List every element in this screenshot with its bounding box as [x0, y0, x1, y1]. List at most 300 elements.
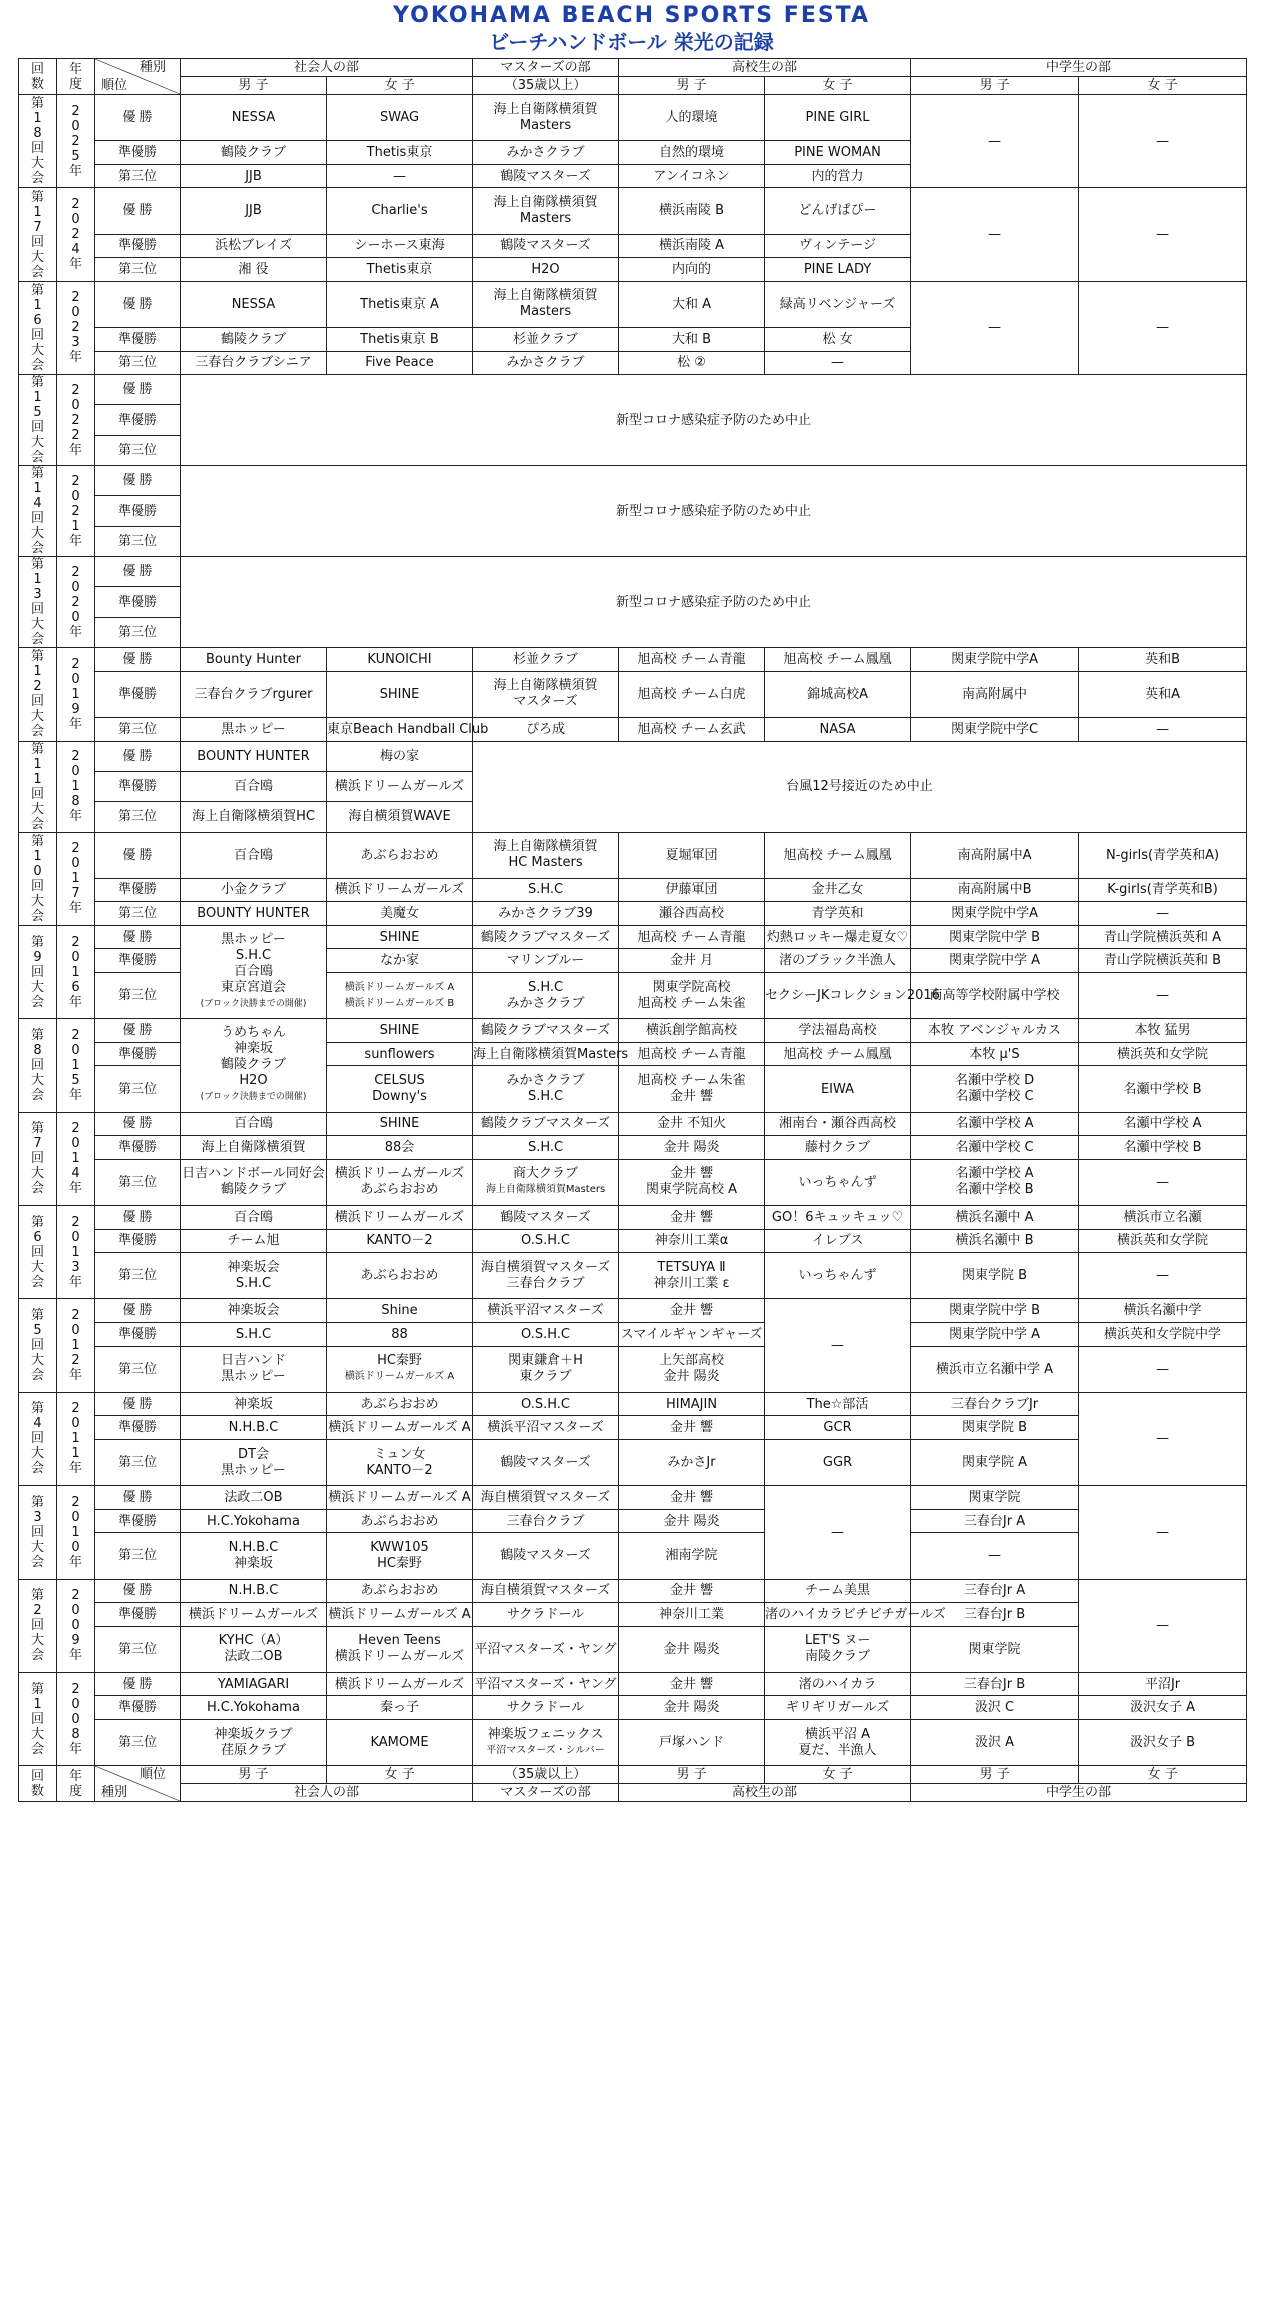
rank-cell: 第三位	[95, 1626, 181, 1672]
edition-cell: 第 2 回 大 会	[19, 1579, 57, 1672]
rank-cell: 優 勝	[95, 1206, 181, 1230]
edition-cell: 第 5 回 大 会	[19, 1299, 57, 1392]
result-cell: 東京Beach Handball Club	[327, 717, 473, 741]
rank-cell: 準優勝	[95, 878, 181, 902]
result-cell: —	[911, 281, 1079, 374]
rank-cell: 準優勝	[95, 1229, 181, 1253]
result-cell: O.S.H.C	[473, 1322, 619, 1346]
result-cell: セクシーJKコレクション2016	[765, 973, 911, 1019]
result-cell: 横浜市立名瀬	[1079, 1206, 1247, 1230]
year-cell: 2 0 1 9 年	[57, 648, 95, 741]
table-row	[19, 375, 1247, 405]
result-cell: KANTO－2	[327, 1229, 473, 1253]
result-cell: PINE GIRL	[765, 95, 911, 141]
result-cell: Five Peace	[327, 351, 473, 375]
table-row	[19, 717, 1247, 741]
rank-cell: 第三位	[95, 351, 181, 375]
table-row	[19, 832, 1247, 878]
result-cell: 渚のブラック半漁人	[765, 949, 911, 973]
result-cell: 神楽坂	[181, 1392, 327, 1416]
result-cell: 本牧 μ'S	[911, 1042, 1079, 1066]
rank-cell: 第三位	[95, 617, 181, 647]
table-row	[19, 1229, 1247, 1253]
result-cell: 横浜創学館高校	[619, 1019, 765, 1043]
rank-cell: 優 勝	[95, 1486, 181, 1510]
result-cell: 内向的	[619, 258, 765, 282]
table-row	[19, 1439, 1247, 1485]
header-sub: 男 子	[911, 1766, 1079, 1784]
header-sub: 男 子	[181, 1766, 327, 1784]
table-row	[19, 1626, 1247, 1672]
table-row	[19, 1603, 1247, 1627]
result-cell: 百合鴎	[181, 1206, 327, 1230]
result-cell: —	[1079, 1346, 1247, 1392]
header-row	[19, 77, 1247, 95]
header-shubetsu-juni	[95, 1766, 181, 1802]
result-cell: 関東学院中学 B	[911, 1299, 1079, 1323]
result-cell: CELSUS Downy's	[327, 1066, 473, 1112]
result-cell: —	[765, 351, 911, 375]
header-group: 中学生の部	[911, 59, 1247, 77]
rank-cell: 優 勝	[95, 557, 181, 587]
rank-cell: 第三位	[95, 1066, 181, 1112]
cancel-notice: 新型コロナ感染症予防のため中止	[181, 557, 1247, 648]
result-cell: 関東学院 B	[911, 1416, 1079, 1440]
result-cell: 海上自衛隊横須賀 Masters	[473, 188, 619, 234]
result-cell: 横浜ドリームガールズ A	[327, 1416, 473, 1440]
result-cell: 海上自衛隊横須賀HC	[181, 802, 327, 832]
result-cell: 鶴陵クラブマスターズ	[473, 1019, 619, 1043]
result-cell: みかさクラブ	[473, 351, 619, 375]
result-cell: 関東学院高校 旭高校 チーム朱雀	[619, 973, 765, 1019]
result-cell: 横浜平沼マスターズ	[473, 1299, 619, 1323]
result-cell: SHINE	[327, 1112, 473, 1136]
header-sub: （35歳以上）	[473, 77, 619, 95]
year-cell: 2 0 2 2 年	[57, 375, 95, 466]
result-cell: NASA	[765, 717, 911, 741]
table-row	[19, 648, 1247, 672]
header-group: マスターズの部	[473, 1784, 619, 1802]
result-cell: 汲沢 C	[911, 1696, 1079, 1720]
edition-cell: 第 1 1 回 大 会	[19, 741, 57, 832]
result-cell: —	[765, 1299, 911, 1392]
result-cell: イレブス	[765, 1229, 911, 1253]
result-cell: 名瀬中学校 B	[1079, 1136, 1247, 1160]
header-row	[19, 1784, 1247, 1802]
result-cell: 日吉ハンド 黒ホッピー	[181, 1346, 327, 1392]
result-cell: 平沼Jr	[1079, 1672, 1247, 1696]
header-sub: 女 子	[765, 77, 911, 95]
result-cell: 横浜ドリームガールズ	[327, 1206, 473, 1230]
result-cell: KWW105 HC秦野	[327, 1533, 473, 1579]
result-cell: HC秦野 横浜ドリームガールズ A	[327, 1346, 473, 1392]
result-cell: O.S.H.C	[473, 1229, 619, 1253]
year-cell: 2 0 1 8 年	[57, 741, 95, 832]
rank-cell: 準優勝	[95, 771, 181, 801]
rank-cell: 優 勝	[95, 95, 181, 141]
result-cell: 汲沢 A	[911, 1720, 1079, 1766]
header-group: 高校生の部	[619, 1784, 911, 1802]
header-sub: 女 子	[765, 1766, 911, 1784]
table-row	[19, 1579, 1247, 1603]
edition-cell: 第 6 回 大 会	[19, 1206, 57, 1299]
result-cell: —	[1079, 95, 1247, 188]
result-cell: 金井 響	[619, 1299, 765, 1323]
result-cell: 横浜ドリームガールズ	[327, 771, 473, 801]
result-cell: みかさJr	[619, 1439, 765, 1485]
table-row	[19, 281, 1247, 327]
result-cell: 名瀬中学校 D 名瀬中学校 C	[911, 1066, 1079, 1112]
records-table	[18, 58, 1247, 1802]
result-cell: チーム旭	[181, 1229, 327, 1253]
result-cell: 湘南学院	[619, 1533, 765, 1579]
result-cell: 商大クラブ 海上自衛隊横須賀Masters	[473, 1159, 619, 1205]
result-cell: ヴィンテージ	[765, 234, 911, 258]
year-cell: 2 0 2 1 年	[57, 466, 95, 557]
table-row	[19, 671, 1247, 717]
table-row	[19, 1019, 1247, 1043]
result-cell: 横浜英和女学院中学	[1079, 1322, 1247, 1346]
table-row	[19, 1672, 1247, 1696]
result-cell: 松 女	[765, 327, 911, 351]
table-row	[19, 1509, 1247, 1533]
result-cell: H.C.Yokohama	[181, 1696, 327, 1720]
result-cell: 南高附属中A	[911, 832, 1079, 878]
page-title: YOKOHAMA BEACH SPORTS FESTA	[392, 3, 871, 28]
result-cell: 小金クラブ	[181, 878, 327, 902]
result-cell: 金井 陽炎	[619, 1509, 765, 1533]
result-cell: YAMIAGARI	[181, 1672, 327, 1696]
result-cell: 旭高校 チーム鳳凰	[765, 648, 911, 672]
result-cell: 瀬谷西高校	[619, 902, 765, 926]
result-cell: いっちゃんず	[765, 1159, 911, 1205]
rank-cell: 第三位	[95, 973, 181, 1019]
result-cell: 松 ②	[619, 351, 765, 375]
result-cell: —	[1079, 281, 1247, 374]
result-cell: 夏堀軍団	[619, 832, 765, 878]
rank-cell: 優 勝	[95, 1299, 181, 1323]
header-sub: （35歳以上）	[473, 1766, 619, 1784]
result-cell: 金井 響	[619, 1206, 765, 1230]
result-cell: 灼熱ロッキー爆走夏女♡	[765, 925, 911, 949]
page-subtitle: ビーチハンドボール 栄光の記録	[489, 30, 774, 54]
result-cell: S.H.C	[181, 1322, 327, 1346]
result-cell: 関東学院中学A	[911, 902, 1079, 926]
result-cell: 三春台Jr A	[911, 1509, 1079, 1533]
result-cell: 鶴陵クラブマスターズ	[473, 925, 619, 949]
table-row	[19, 1159, 1247, 1205]
result-cell: 横浜ドリームガールズ	[181, 1603, 327, 1627]
header-shubetsu-juni	[95, 59, 181, 95]
year-cell: 2 0 2 0 年	[57, 557, 95, 648]
year-cell: 2 0 1 6 年	[57, 925, 95, 1018]
result-cell: PINE WOMAN	[765, 141, 911, 165]
result-cell: SWAG	[327, 95, 473, 141]
header-kai: 回 数	[19, 1766, 57, 1802]
result-cell: 緑高リベンジャーズ	[765, 281, 911, 327]
result-cell: 平沼マスターズ・ヤング	[473, 1626, 619, 1672]
year-cell: 2 0 1 7 年	[57, 832, 95, 925]
result-cell: 横浜ドリームガールズ A	[327, 1486, 473, 1510]
result-cell: 名瀬中学校 B	[1079, 1066, 1247, 1112]
result-cell: 百合鴎	[181, 771, 327, 801]
result-cell: BOUNTY HUNTER	[181, 741, 327, 771]
result-cell: 学法福島高校	[765, 1019, 911, 1043]
result-cell: S.H.C	[473, 878, 619, 902]
result-cell: 関東学院中学 A	[911, 949, 1079, 973]
edition-cell: 第 1 2 回 大 会	[19, 648, 57, 741]
year-cell: 2 0 2 3 年	[57, 281, 95, 374]
result-cell: 本牧 アベンジャルカス	[911, 1019, 1079, 1043]
rank-cell: 優 勝	[95, 648, 181, 672]
result-cell: KUNOICHI	[327, 648, 473, 672]
result-cell: 関東鎌倉＋H 東クラブ	[473, 1346, 619, 1392]
result-cell: 青学英和	[765, 902, 911, 926]
result-cell: あぶらおおめ	[327, 832, 473, 878]
result-cell: 金井 不知火	[619, 1112, 765, 1136]
result-cell: 横浜名瀬中 B	[911, 1229, 1079, 1253]
edition-cell: 第 8 回 大 会	[19, 1019, 57, 1112]
result-cell: 横浜平沼 A 夏だ、半漁人	[765, 1720, 911, 1766]
edition-cell: 第 1 6 回 大 会	[19, 281, 57, 374]
table-row	[19, 466, 1247, 496]
rank-cell: 第三位	[95, 1346, 181, 1392]
result-cell: 秦っ子	[327, 1696, 473, 1720]
rank-cell: 準優勝	[95, 496, 181, 526]
result-cell: 百合鴎	[181, 1112, 327, 1136]
result-cell: 青山学院横浜英和 B	[1079, 949, 1247, 973]
result-cell: 海上自衛隊横須賀Masters	[473, 1042, 619, 1066]
result-cell: N-girls(青学英和A)	[1079, 832, 1247, 878]
result-cell: 三春台Jr A	[911, 1579, 1079, 1603]
result-cell: みかさクラブ39	[473, 902, 619, 926]
header-sub: 男 子	[911, 77, 1079, 95]
result-cell: 錦城高校A	[765, 671, 911, 717]
result-cell: —	[911, 188, 1079, 281]
header-sub: 女 子	[327, 77, 473, 95]
result-cell: JJB	[181, 188, 327, 234]
header-sub: 女 子	[1079, 77, 1247, 95]
result-cell: 神奈川工業	[619, 1603, 765, 1627]
header-row	[19, 59, 1247, 77]
rank-cell: 優 勝	[95, 188, 181, 234]
result-cell: 三春台クラブJr	[911, 1392, 1079, 1416]
rank-cell: 優 勝	[95, 1112, 181, 1136]
table-row	[19, 741, 1247, 771]
result-cell: 日吉ハンドボール同好会 鶴陵クラブ	[181, 1159, 327, 1205]
result-cell: K-girls(青学英和B)	[1079, 878, 1247, 902]
result-cell: 88会	[327, 1136, 473, 1160]
result-cell: The☆部活	[765, 1392, 911, 1416]
result-cell: 神奈川工業α	[619, 1229, 765, 1253]
result-cell: 鶴陵マスターズ	[473, 234, 619, 258]
table-row	[19, 925, 1247, 949]
header-nendo: 年 度	[57, 59, 95, 95]
result-cell: 藤村クラブ	[765, 1136, 911, 1160]
table-row	[19, 1346, 1247, 1392]
result-cell: 旭高校 チーム青龍	[619, 648, 765, 672]
year-cell: 2 0 0 9 年	[57, 1579, 95, 1672]
result-cell: 関東学院中学C	[911, 717, 1079, 741]
result-cell: サクラドール	[473, 1696, 619, 1720]
result-cell: 美魔女	[327, 902, 473, 926]
table-row	[19, 902, 1247, 926]
result-cell: NESSA	[181, 95, 327, 141]
result-cell: あぶらおおめ	[327, 1579, 473, 1603]
result-cell: 上矢部高校 金井 陽炎	[619, 1346, 765, 1392]
table-row	[19, 1696, 1247, 1720]
rank-cell: 準優勝	[95, 405, 181, 435]
result-cell: —	[1079, 1159, 1247, 1205]
result-cell: 海上自衛隊横須賀	[181, 1136, 327, 1160]
edition-cell: 第 7 回 大 会	[19, 1112, 57, 1205]
shubetsu-label: 順位	[139, 1767, 166, 1783]
header-group: 社会人の部	[181, 1784, 473, 1802]
result-cell: 神楽坂会	[181, 1299, 327, 1323]
result-cell: Charlie's	[327, 188, 473, 234]
result-cell: H.C.Yokohama	[181, 1509, 327, 1533]
result-cell: 自然的環境	[619, 141, 765, 165]
result-cell: NESSA	[181, 281, 327, 327]
result-cell: —	[1079, 902, 1247, 926]
rank-cell: 準優勝	[95, 671, 181, 717]
result-cell: 湘南台・瀬谷西高校	[765, 1112, 911, 1136]
year-cell: 2 0 2 4 年	[57, 188, 95, 281]
result-cell: 金井 響	[619, 1486, 765, 1510]
rank-cell: 優 勝	[95, 466, 181, 496]
result-cell: 名瀬中学校 A	[911, 1112, 1079, 1136]
result-cell: Shine	[327, 1299, 473, 1323]
result-cell: 戸塚ハンド	[619, 1720, 765, 1766]
result-cell: O.S.H.C	[473, 1392, 619, 1416]
result-cell: 横浜平沼マスターズ	[473, 1416, 619, 1440]
rank-cell: 準優勝	[95, 1603, 181, 1627]
result-cell: 横浜ドリームガールズ あぶらおおめ	[327, 1159, 473, 1205]
rank-cell: 第三位	[95, 902, 181, 926]
result-cell: EIWA	[765, 1066, 911, 1112]
result-cell: —	[911, 95, 1079, 188]
year-cell: 2 0 2 5 年	[57, 95, 95, 188]
result-cell: スマイルギャンギャーズ	[619, 1322, 765, 1346]
rank-cell: 第三位	[95, 164, 181, 188]
result-cell: あぶらおおめ	[327, 1509, 473, 1533]
result-cell: 旭高校 チーム鳳凰	[765, 1042, 911, 1066]
header-group: 高校生の部	[619, 59, 911, 77]
result-cell: —	[1079, 717, 1247, 741]
result-cell: 海上自衛隊横須賀 HC Masters	[473, 832, 619, 878]
result-cell: 金井 陽炎	[619, 1136, 765, 1160]
result-cell: 横浜市立名瀬中学 A	[911, 1346, 1079, 1392]
result-cell: SHINE	[327, 925, 473, 949]
result-cell: 金井 陽炎	[619, 1626, 765, 1672]
header-row	[19, 1766, 1247, 1784]
cancel-notice: 新型コロナ感染症予防のため中止	[181, 375, 1247, 466]
result-cell: —	[327, 164, 473, 188]
header-sub: 男 子	[619, 1766, 765, 1784]
juni-label: 種別	[101, 1785, 128, 1801]
year-cell: 2 0 1 3 年	[57, 1206, 95, 1299]
result-cell: 南高附属中	[911, 671, 1079, 717]
table-row	[19, 1486, 1247, 1510]
result-cell: 海上自衛隊横須賀 Masters	[473, 281, 619, 327]
result-cell: 旭高校 チーム玄武	[619, 717, 765, 741]
result-cell: DT会 黒ホッピー	[181, 1439, 327, 1485]
result-cell: —	[1079, 1392, 1247, 1485]
rank-cell: 優 勝	[95, 1579, 181, 1603]
result-cell: —	[765, 1486, 911, 1579]
result-cell: チーム美黒	[765, 1579, 911, 1603]
result-cell: 英和B	[1079, 648, 1247, 672]
edition-cell: 第 1 回 大 会	[19, 1672, 57, 1765]
result-cell: BOUNTY HUNTER	[181, 902, 327, 926]
result-cell: 横浜英和女学院	[1079, 1229, 1247, 1253]
result-cell: —	[1079, 1253, 1247, 1299]
table-row	[19, 1392, 1247, 1416]
cancel-notice: 新型コロナ感染症予防のため中止	[181, 466, 1247, 557]
year-cell: 2 0 1 2 年	[57, 1299, 95, 1392]
result-cell: 汲沢女子 B	[1079, 1720, 1247, 1766]
result-cell: 百合鴎	[181, 832, 327, 878]
header-nendo: 年 度	[57, 1766, 95, 1802]
result-cell: Bounty Hunter	[181, 648, 327, 672]
result-cell: あぶらおおめ	[327, 1392, 473, 1416]
result-cell: N.H.B.C	[181, 1416, 327, 1440]
result-cell: GCR	[765, 1416, 911, 1440]
year-cell: 2 0 1 4 年	[57, 1112, 95, 1205]
result-cell: 海自横須賀WAVE	[327, 802, 473, 832]
year-cell: 2 0 1 0 年	[57, 1486, 95, 1579]
cancel-notice: 台風12号接近のため中止	[473, 741, 1247, 832]
result-cell: 海自横須賀マスターズ 三春台クラブ	[473, 1253, 619, 1299]
result-cell: S.H.C みかさクラブ	[473, 973, 619, 1019]
result-cell: 鶴陵マスターズ	[473, 164, 619, 188]
shubetsu-label: 種別	[139, 60, 166, 75]
header-group: マスターズの部	[473, 59, 619, 77]
result-cell: なか家	[327, 949, 473, 973]
edition-cell: 第 1 7 回 大 会	[19, 188, 57, 281]
table-body	[19, 59, 1247, 1802]
result-cell: 黒ホッピー S.H.C 百合鴎 東京宮道会 (ブロック決勝までの開催)	[181, 925, 327, 1018]
result-cell: SHINE	[327, 1019, 473, 1043]
result-cell: —	[1079, 1486, 1247, 1579]
result-cell: N.H.B.C 神楽坂	[181, 1533, 327, 1579]
result-cell: あぶらおおめ	[327, 1253, 473, 1299]
edition-cell: 第 1 8 回 大 会	[19, 95, 57, 188]
result-cell: 南高等学校附属中学校	[911, 973, 1079, 1019]
result-cell: Thetis東京 A	[327, 281, 473, 327]
edition-cell: 第 1 3 回 大 会	[19, 557, 57, 648]
result-cell: 鶴陵クラブマスターズ	[473, 1112, 619, 1136]
result-cell: KAMOME	[327, 1720, 473, 1766]
result-cell: —	[1079, 188, 1247, 281]
table-row	[19, 1533, 1247, 1579]
result-cell: GO！6キュッキュッ♡	[765, 1206, 911, 1230]
result-cell: 神楽坂フェニックス 平沼マスターズ・シルバー	[473, 1720, 619, 1766]
header-sub: 男 子	[181, 77, 327, 95]
rank-cell: 第三位	[95, 526, 181, 556]
rank-cell: 優 勝	[95, 1672, 181, 1696]
result-cell: 旭高校 チーム白虎	[619, 671, 765, 717]
edition-cell: 第 1 5 回 大 会	[19, 375, 57, 466]
result-cell: 大和 B	[619, 327, 765, 351]
table-row	[19, 1416, 1247, 1440]
result-cell: 渚のハイカラ	[765, 1672, 911, 1696]
table-row	[19, 878, 1247, 902]
table-row	[19, 1136, 1247, 1160]
result-cell: 金井 月	[619, 949, 765, 973]
result-cell: 南高附属中B	[911, 878, 1079, 902]
table-row	[19, 188, 1247, 234]
